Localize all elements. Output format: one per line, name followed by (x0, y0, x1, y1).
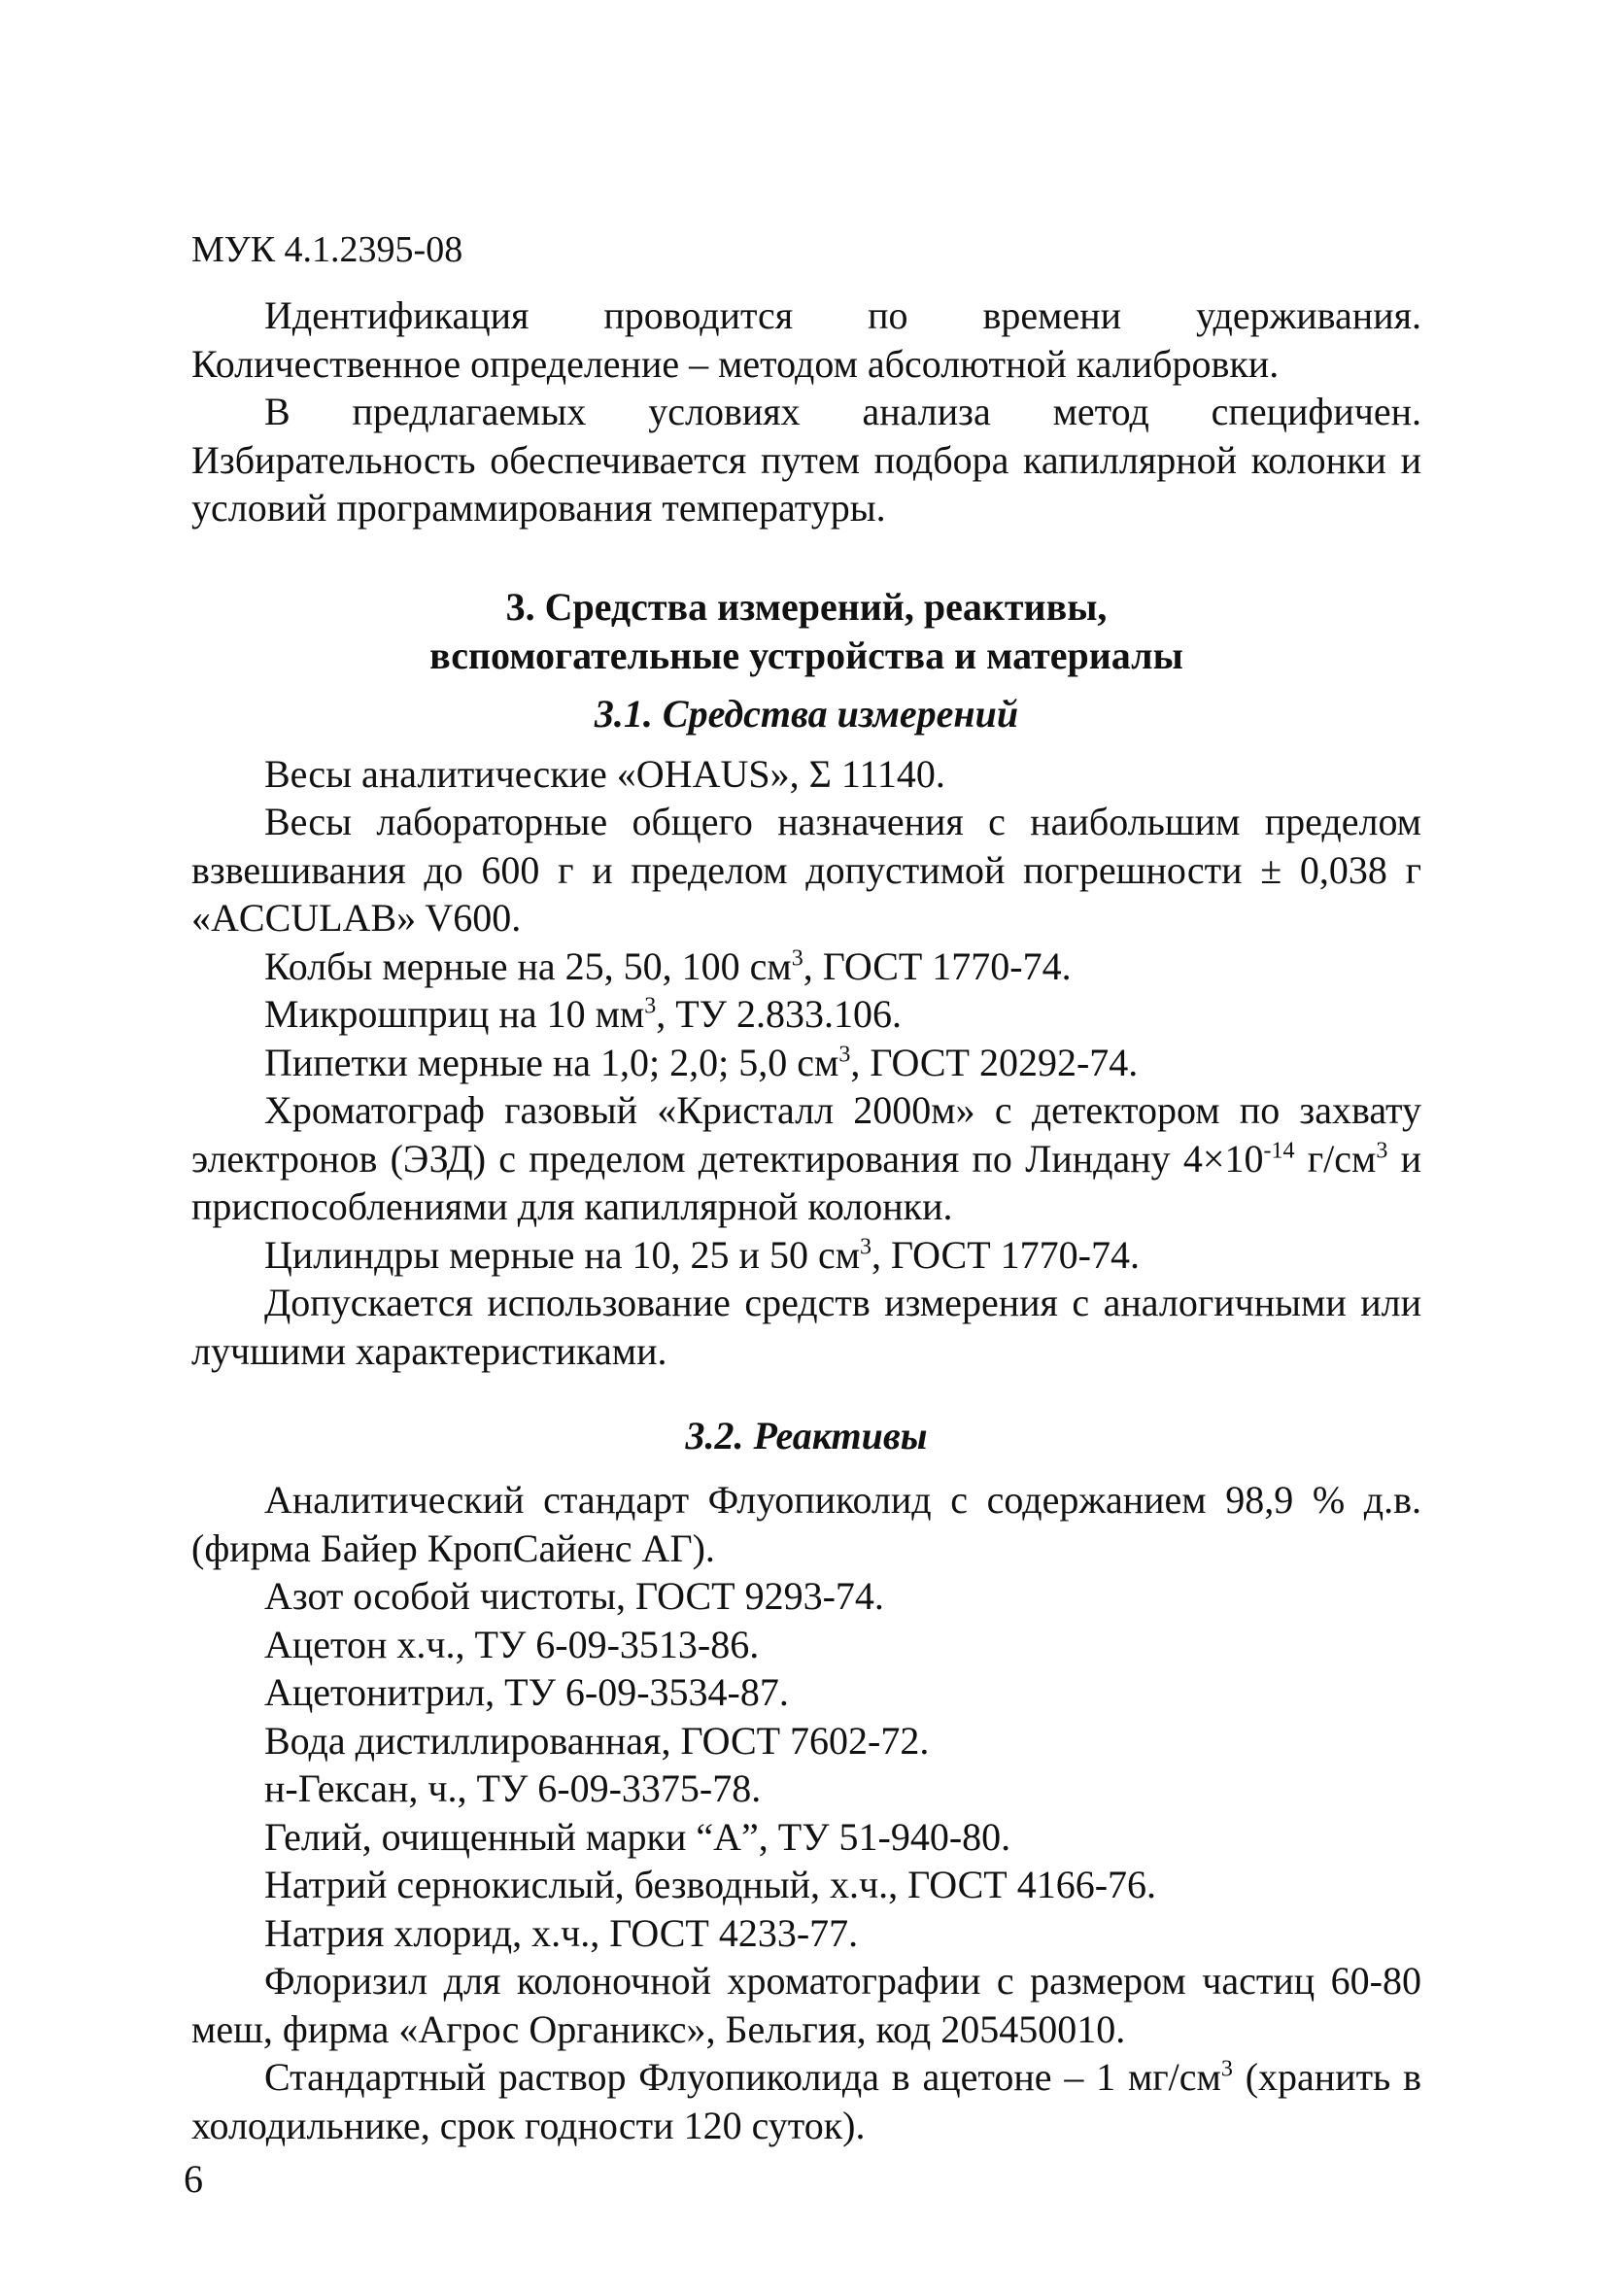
item-microsyringe-text: Микрошприц на 10 мм (264, 992, 645, 1036)
item-analytical-standard: Аналитический стандарт Флуопиколид с содержанием 98,9 % д.в. (фирма Байер КропСайенс АГ). (191, 1478, 1421, 1570)
item-cylinders-sup: 3 (860, 1234, 872, 1260)
section-title-line2: вспомогательные устройства и материалы (429, 633, 1183, 677)
item-pipettes-text: Пипетки мерные на 1,0; 2,0; 5,0 см (264, 1040, 839, 1084)
item-sodium-sulfate: Натрий сернокислый, безводный, х.ч., ГОСТ 4166-76. (264, 1863, 1157, 1906)
item-flasks-sup: 3 (791, 945, 803, 972)
item-cylinders (191, 1231, 1421, 1280)
item-chromatograph (191, 1086, 1421, 1231)
item-flasks (191, 942, 1421, 991)
page-number: 6 (184, 2157, 203, 2201)
item-microsyringe-tu: , ТУ 2.833.106. (656, 992, 902, 1036)
subsection-title-instruments: 3.1. Средства измерений (594, 691, 1019, 736)
subsection-title-reagents: 3.2. Реактивы (685, 1414, 928, 1457)
item-cylinders-text: Цилиндры мерные на 10, 25 и 50 см (264, 1232, 861, 1277)
item-chromatograph-unit-sup: 3 (1376, 1138, 1388, 1164)
item-pipettes (191, 1039, 1421, 1087)
item-analytical-scales: Весы аналитические «OHAUS», Σ 11140. (264, 751, 945, 796)
item-chromatograph-exponent: -14 (1263, 1138, 1295, 1164)
section-title-line1: 3. Средства измерений, реактивы, (505, 584, 1108, 629)
item-distilled-water: Вода дистиллированная, ГОСТ 7602-72. (264, 1718, 930, 1763)
paragraph-selectivity: В предлагаемых условиях анализа метод специфичен. Избирательность обеспечивается путем подбора капиллярной колонки и условий программирования температуры. (191, 390, 1421, 530)
item-chromatograph-rest: и приспособлениями для капиллярной колонки. (191, 1136, 1422, 1228)
item-sodium-chloride: Натрия хлорид, х.ч., ГОСТ 4233-77. (264, 1910, 859, 1955)
paragraph-identification: Идентификация проводится по времени удерживания. Количественное определение – методом абсолютной калибровки. (191, 293, 1421, 386)
document-code: МУК 4.1.2395-08 (191, 229, 463, 270)
page-content (191, 291, 1421, 2149)
item-helium: Гелий, очищенный марки “А”, ТУ 51-940-80. (264, 1814, 1011, 1859)
item-pipettes-gost: , ГОСТ 20292-74. (850, 1040, 1139, 1084)
item-microsyringe (191, 990, 1421, 1039)
item-stock-solution-sup: 3 (1220, 2056, 1233, 2082)
item-allowed-note: Допускается использование средств измерения с аналогичными или лучшими характеристиками. (191, 1281, 1421, 1373)
item-stock-solution-text: Стандартный раствор Флуопиколида в ацетоне – 1 мг/см (264, 2055, 1221, 2099)
item-acetonitrile: Ацетонитрил, ТУ 6-09-3534-87. (264, 1670, 789, 1714)
item-flasks-text: Колбы мерные на 25, 50, 100 см (264, 943, 792, 988)
item-nitrogen: Азот особой чистоты, ГОСТ 9293-74. (264, 1574, 884, 1618)
item-hexane: н-Гексан, ч., ТУ 6-09-3375-78. (264, 1766, 762, 1810)
item-florisil: Флоризил для колоночной хроматографии с размером частиц 60-80 меш, фирма «Агрос Органикс», Бельгия, код 205450010. (191, 1959, 1421, 2051)
item-chromatograph-text: Хроматограф газовый «Кристалл 2000м» с детектором по захвату электронов (ЭЗД) с пределом детектирования по Линдану 4×10 (191, 1088, 1421, 1181)
item-chromatograph-unit: г/см (1294, 1136, 1377, 1181)
item-stock-solution-rest: (хранить в холодильнике, срок годности 120 суток). (191, 2055, 1421, 2147)
item-lab-scales: Весы лабораторные общего назначения с наибольшим пределом взвешивания до 600 г и пределом допустимой погрешности ± 0,038 г «ACCULAB» V600. (191, 800, 1421, 940)
item-pipettes-sup: 3 (838, 1042, 851, 1068)
item-flasks-gost: , ГОСТ 1770-74. (803, 943, 1072, 988)
item-cylinders-gost: , ГОСТ 1770-74. (871, 1232, 1140, 1277)
item-stock-solution (191, 2053, 1421, 2149)
item-acetone: Ацетон х.ч., ТУ 6-09-3513-86. (264, 1622, 760, 1666)
item-microsyringe-sup: 3 (644, 993, 657, 1019)
